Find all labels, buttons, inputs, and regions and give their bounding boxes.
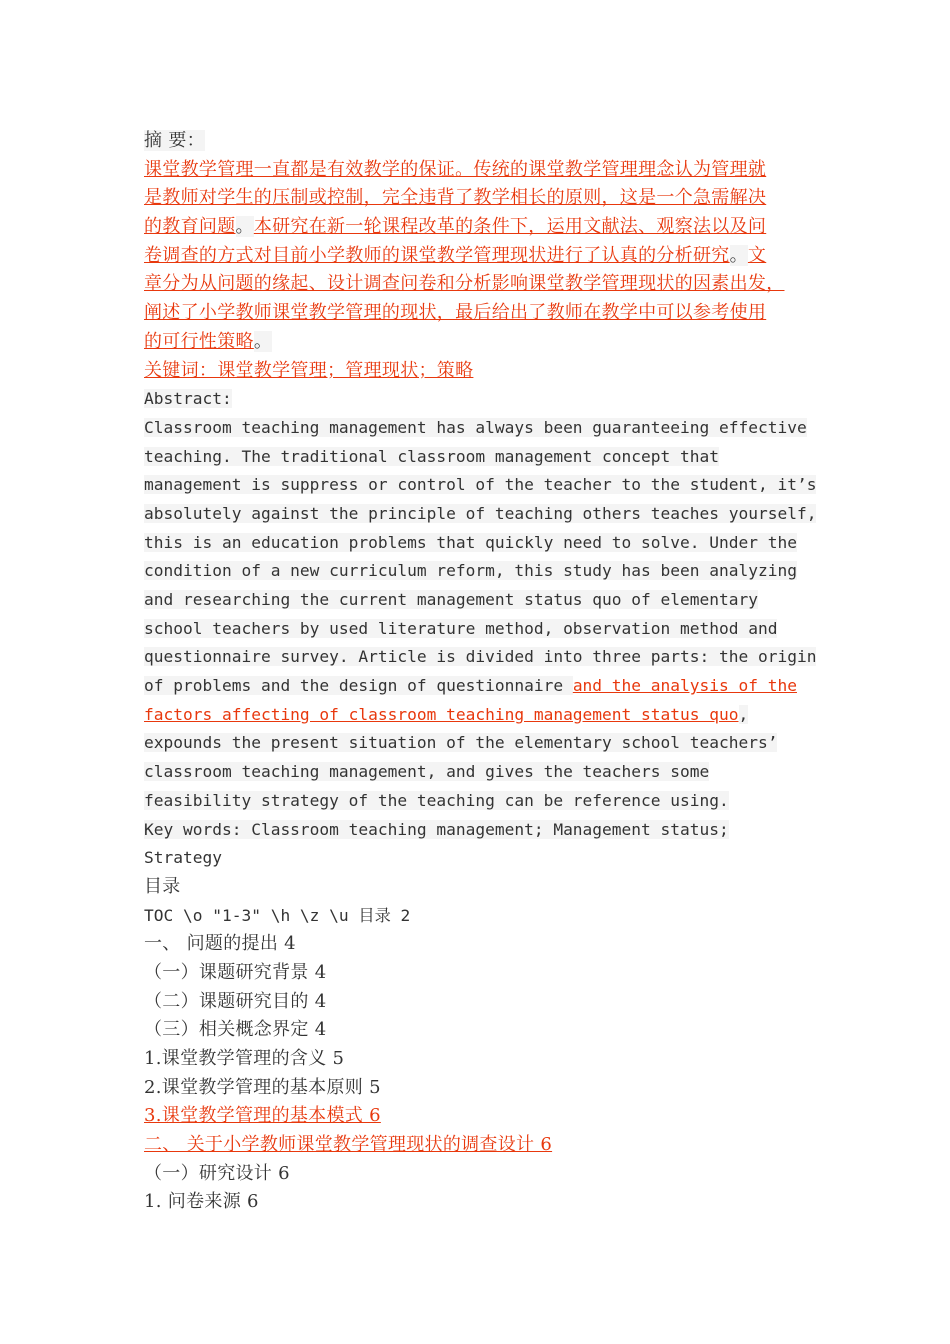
tracked-change-text: 是教师对学生的压制或控制，完全违背了教学相长的原则，这是一个急需解决 xyxy=(144,187,767,209)
body-text: of problems and the design of questionnaire xyxy=(144,676,573,696)
body-text: 。 xyxy=(253,330,273,352)
text-line xyxy=(144,184,824,213)
tracked-change-text: 文 xyxy=(747,244,767,266)
toc-entry[interactable] xyxy=(144,1045,824,1074)
text-line xyxy=(144,270,824,299)
toc-entry-label: （一）研究设计 6 xyxy=(144,1162,290,1184)
toc-entry-label: 1.课堂教学管理的含义 5 xyxy=(144,1048,345,1069)
text-line xyxy=(144,643,824,672)
text-line xyxy=(144,586,824,615)
tracked-change-text: factors affecting of classroom teaching management status quo xyxy=(144,704,739,724)
english-keywords-line-2: Strategy xyxy=(144,848,222,868)
body-text: and researching the current management status quo of elementary xyxy=(144,590,758,609)
toc-entry[interactable] xyxy=(144,1160,824,1189)
text-line xyxy=(144,557,824,586)
toc-entry[interactable] xyxy=(144,1188,824,1217)
tracked-change-text: and the analysis of the xyxy=(572,676,797,696)
tracked-change-text: 卷调查的方式对目前小学教师的课堂教学管理现状进行了认真的分析研究 xyxy=(144,244,730,266)
document-page xyxy=(144,127,824,1217)
abstract-heading: 摘 要： xyxy=(144,130,205,151)
body-text: teaching. The traditional classroom management concept that xyxy=(144,446,719,466)
text-line xyxy=(144,672,824,701)
toc-entry[interactable] xyxy=(144,988,824,1017)
text-line xyxy=(144,299,824,328)
tracked-change-text: 的可行性策略 xyxy=(144,330,254,352)
toc-entry-label: 二、 关于小学教师课堂教学管理现状的调查设计 6 xyxy=(144,1134,553,1156)
tracked-change-text: 本研究在新一轮课程改革的条件下，运用文献法、观察法以及问 xyxy=(253,216,767,238)
text-line xyxy=(144,328,824,357)
toc-entry-label: 2.课堂教学管理的基本原则 5 xyxy=(144,1076,381,1098)
toc-entry-label: （二）课题研究目的 4 xyxy=(144,990,327,1012)
toc-entry[interactable] xyxy=(144,1016,824,1045)
body-text: expounds the present situation of the elementary school teachers’ xyxy=(144,733,778,753)
toc-entry[interactable] xyxy=(144,930,824,959)
toc-entry-label: 3.课堂教学管理的基本模式 6 xyxy=(144,1105,381,1127)
text-line xyxy=(144,758,824,787)
toc-entry[interactable] xyxy=(144,1131,824,1160)
body-text: classroom teaching management, and gives the teachers some xyxy=(144,762,710,782)
toc-entry-label: （一）课题研究背景 4 xyxy=(144,961,327,983)
body-text: 。 xyxy=(235,216,254,238)
tracked-change-text: 的教育问题 xyxy=(144,216,236,238)
text-line xyxy=(144,615,824,644)
text-line xyxy=(144,529,824,558)
text-line xyxy=(144,729,824,758)
body-text: condition of a new curriculum reform, this study has been analyzing xyxy=(144,561,797,581)
chinese-abstract xyxy=(144,156,824,357)
text-line xyxy=(144,443,824,472)
text-line xyxy=(144,500,824,529)
toc-entry-label: 1. 问卷来源 6 xyxy=(144,1191,259,1213)
body-text: this is an education problems that quickly need to solve. Under the xyxy=(144,532,797,552)
text-line xyxy=(144,701,824,730)
toc-heading: 目录 xyxy=(144,875,181,897)
tracked-change-text: 章分为从问题的缘起、设计调查问卷和分析影响课堂教学管理现状的因素出发， xyxy=(144,273,785,295)
text-line xyxy=(144,787,824,816)
toc-entry-label: （三）相关概念界定 4 xyxy=(144,1019,327,1041)
chinese-keywords: 关键词：课堂教学管理；管理现状；策略 xyxy=(144,359,474,381)
body-text: absolutely against the principle of teaching others teaches yourself, xyxy=(144,503,817,523)
tracked-change-text: 阐述了小学教师课堂教学管理的现状，最后给出了教师在教学中可以参考使用 xyxy=(144,302,767,324)
english-keywords-line-1: Key words: Classroom teaching management; Management status; xyxy=(144,819,729,839)
text-line xyxy=(144,213,824,242)
english-abstract xyxy=(144,414,824,816)
body-text: , xyxy=(738,704,749,724)
toc-field-code: TOC \o "1-3" \h \z \u 目录 2 xyxy=(144,905,411,925)
english-abstract-heading: Abstract: xyxy=(144,389,232,409)
text-line xyxy=(144,156,824,185)
body-text: management is suppress or control of the teacher to the student, it’s xyxy=(144,475,817,495)
text-line xyxy=(144,242,824,271)
text-line xyxy=(144,471,824,500)
tracked-change-text: 课堂教学管理一直都是有效教学的保证。传统的课堂教学管理理念认为管理就 xyxy=(144,158,767,180)
body-text: Classroom teaching management has always been guaranteeing effective xyxy=(144,417,807,437)
toc-entry[interactable] xyxy=(144,959,824,988)
toc-entry[interactable] xyxy=(144,1102,824,1131)
body-text: feasibility strategy of the teaching can be reference using. xyxy=(144,790,729,810)
toc-entry[interactable] xyxy=(144,1074,824,1103)
toc-list xyxy=(144,930,824,1217)
toc-entry-label: 一、 问题的提出 4 xyxy=(144,933,296,955)
body-text: questionnaire survey. Article is divided into three parts: the origin xyxy=(144,647,817,667)
body-text: 。 xyxy=(729,244,748,266)
text-line xyxy=(144,414,824,443)
body-text: school teachers by used literature method, observation method and xyxy=(144,618,778,638)
